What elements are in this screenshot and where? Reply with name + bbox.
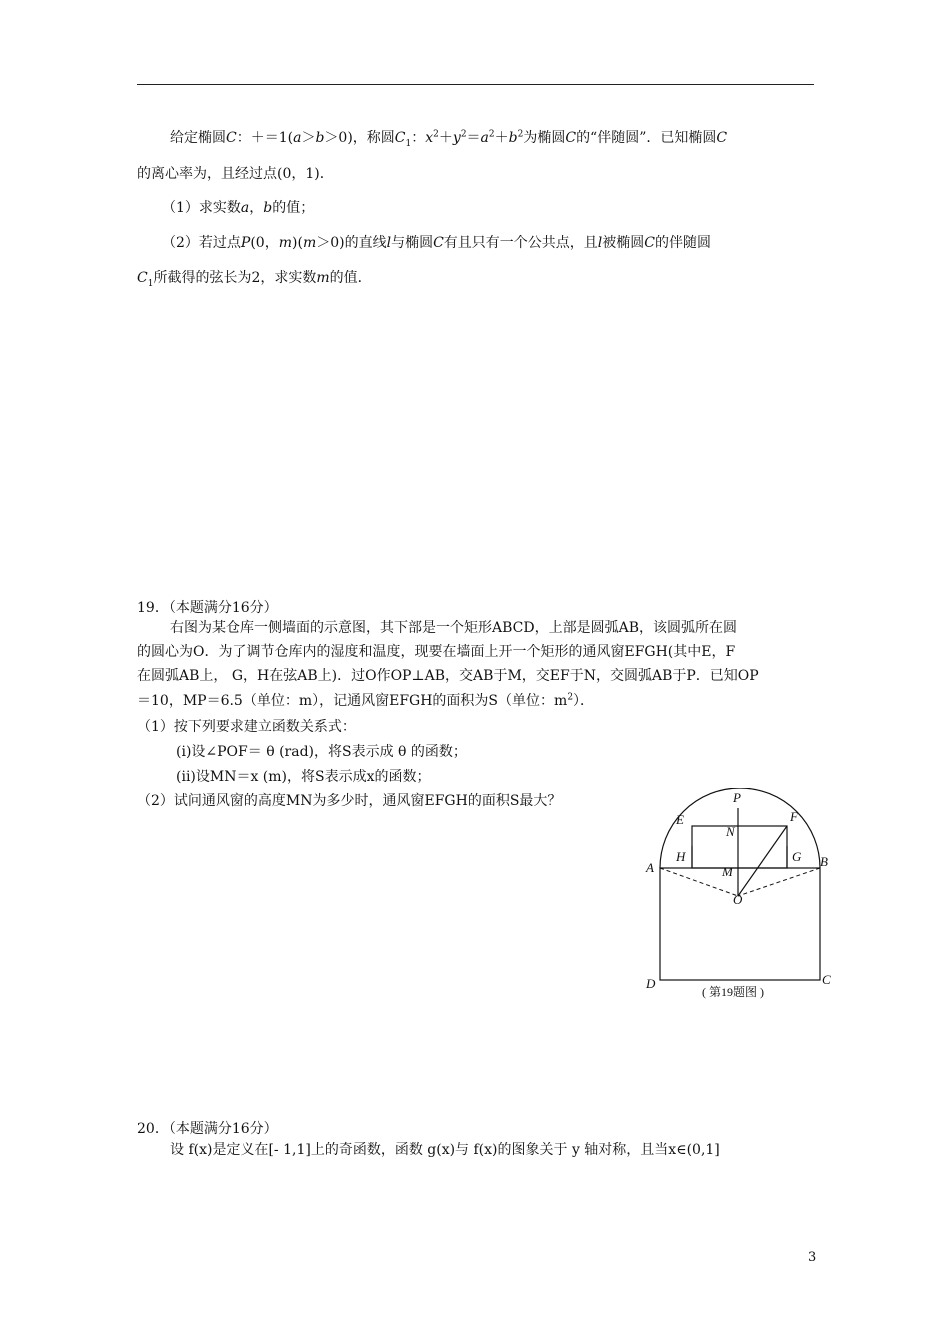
label-d: D xyxy=(646,976,656,991)
p19-sub1-i: (i)设∠POF＝ θ (rad)，将S表示成 θ 的函数； xyxy=(176,744,467,760)
p18-question2: （2）若过点P(0，m)(m＞0)的直线l与椭圆C有且只有一个公共点，且l被椭圆C的伴随圆 xyxy=(162,235,711,251)
p20-heading: 20．（本题满分16分） xyxy=(137,1121,278,1137)
p19-line1: 右图为某仓库一侧墙面的示意图，其下部是一个矩形ABCD，上部是圆弧AB，该圆弧所在圆 xyxy=(170,620,737,636)
label-p: P xyxy=(733,790,741,805)
p18-question2-cont: $C_1$所截得的弦长为2，求实数m的值． xyxy=(137,270,372,289)
p20-line1: 设 f(x)是定义在[- 1,1]上的奇函数，函数 g(x)与 f(x)的图象关于 y 轴对称，且当x∈(0,1] xyxy=(170,1142,720,1158)
segment-of xyxy=(738,826,787,896)
p19-line3: 在圆弧AB上， G，H在弦AB上)．过O作OP⊥AB，交AB于M，交EF于N，交圆弧AB于P．已知OP xyxy=(137,668,759,684)
p19-line2: 的圆心为O．为了调节仓库内的湿度和温度，现要在墙面上开一个矩形的通风窗EFGH(其中E，F xyxy=(137,644,736,660)
label-h: H xyxy=(676,849,686,864)
label-c: C xyxy=(822,972,831,987)
p19-sub1: （1）按下列要求建立函数关系式： xyxy=(137,719,356,735)
p18-question1: （1）求实数a，b的值； xyxy=(162,200,315,216)
p19-heading: 19．（本题满分16分） xyxy=(137,600,278,616)
label-o: O xyxy=(733,892,743,907)
p18-line1: 给定椭圆C：＋＝1(a＞b＞0)，称圆$C_1$：$x^2+y^2=a^2+b^2$为椭圆C的“伴随圆”．已知椭圆C xyxy=(170,129,728,149)
page-number: 3 xyxy=(808,1250,817,1265)
label-f: F xyxy=(790,809,798,824)
figure-19 xyxy=(640,788,840,1010)
p19-line4: ＝10，MP＝6.5（单位：m），记通风窗EFGH的面积为S（单位：$m^2$）． xyxy=(137,692,595,709)
label-m: M xyxy=(722,864,733,879)
header-rule xyxy=(137,84,814,85)
label-e: E xyxy=(676,812,684,827)
p19-sub2: （2）试问通风窗的高度MN为多少时，通风窗EFGH的面积S最大？ xyxy=(137,793,562,809)
label-b: B xyxy=(820,854,828,869)
label-g: G xyxy=(792,849,802,864)
rect-abcd xyxy=(660,868,820,980)
figure-caption: ( 第19题图 ) xyxy=(702,985,764,999)
dashed-ob xyxy=(738,868,820,896)
p18-line2: 的离心率为，且经过点(0，1)． xyxy=(137,166,334,182)
p19-sub1-ii: (ii)设MN＝x (m)，将S表示成x的函数； xyxy=(176,769,431,785)
label-n: N xyxy=(726,824,735,839)
label-a: A xyxy=(646,860,654,875)
